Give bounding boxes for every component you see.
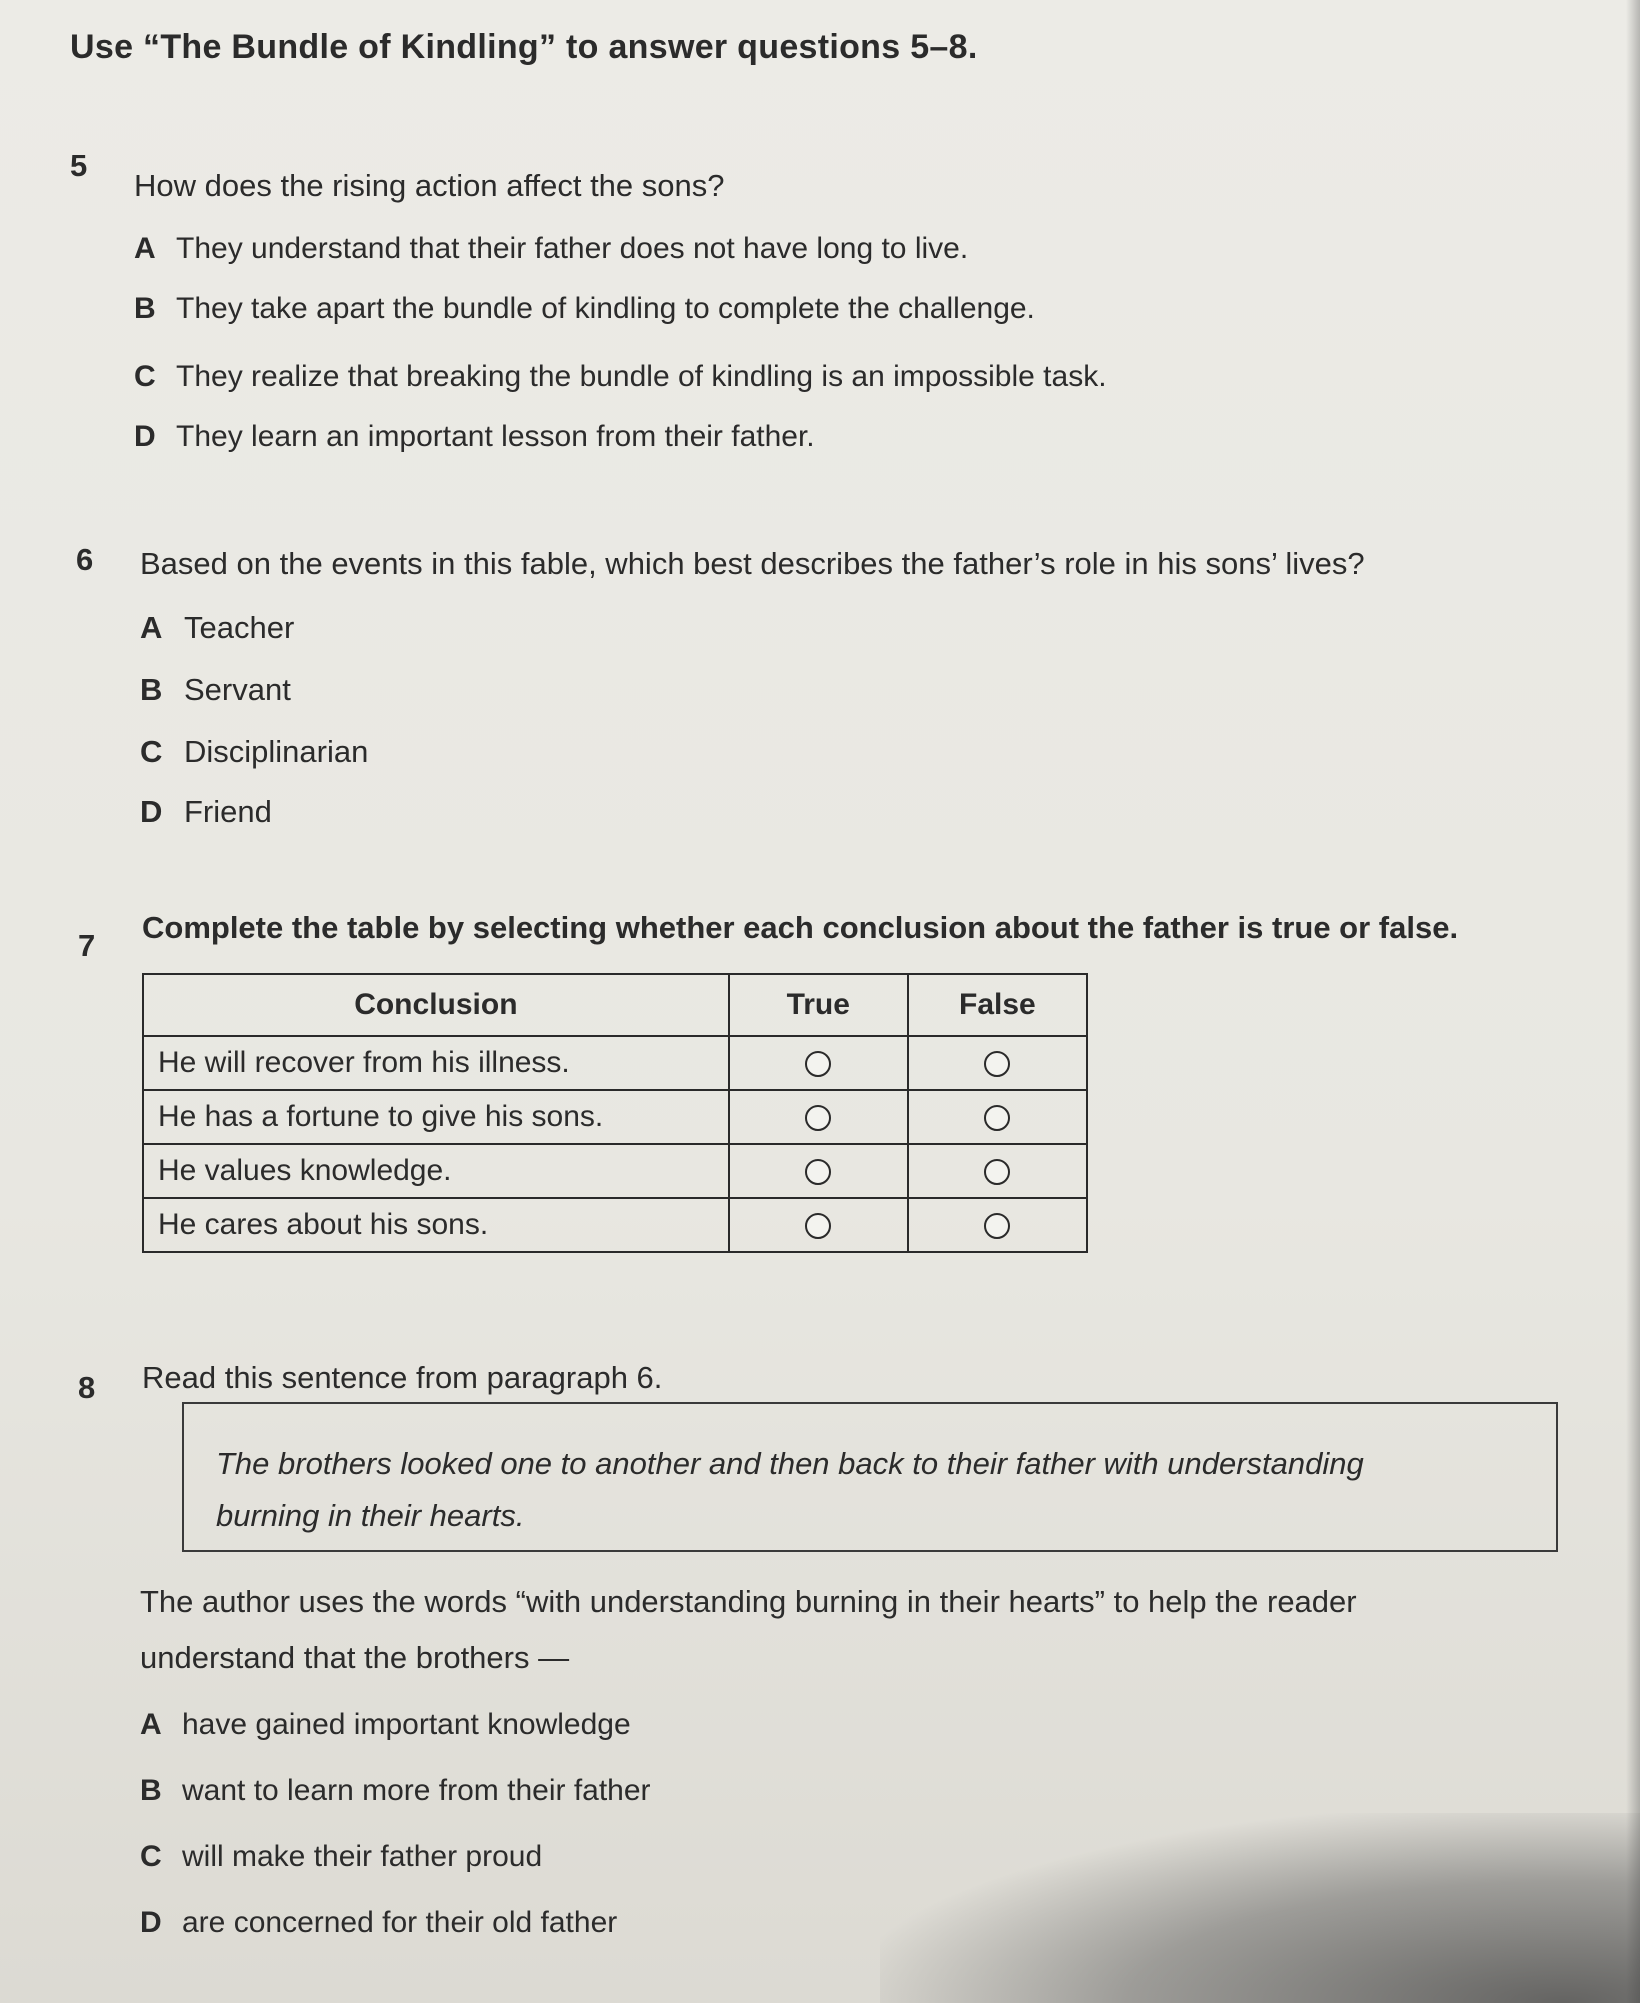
page-edge-shadow: [1626, 0, 1640, 2003]
q8-text: Read this sentence from paragraph 6.: [142, 1360, 663, 1395]
option-text: Friend: [184, 794, 272, 829]
option-letter: A: [140, 610, 163, 645]
false-cell: [908, 1090, 1087, 1144]
option-letter: B: [134, 292, 156, 325]
q6-text: Based on the events in this fable, which best describes the father’s role in his sons’ lives?: [140, 546, 1365, 581]
table-row: [143, 1144, 1087, 1198]
conclusion-cell: He cares about his sons.: [143, 1198, 729, 1252]
option-letter: C: [134, 360, 156, 393]
q7-text: Complete the table by selecting whether each conclusion about the father is true or false.: [142, 910, 1459, 945]
q8-number: 8: [78, 1370, 96, 1405]
q5-text: How does the rising action affect the sons?: [134, 168, 725, 203]
option-letter: D: [140, 1906, 162, 1939]
table-header-row: [143, 974, 1087, 1036]
header-conclusion: Conclusion: [143, 974, 729, 1036]
option-text: want to learn more from their father: [182, 1774, 651, 1807]
q8-option-c[interactable]: [140, 1840, 542, 1874]
option-letter: A: [134, 232, 156, 265]
option-text: Servant: [184, 672, 291, 707]
conclusion-cell: He values knowledge.: [143, 1144, 729, 1198]
q7-number: 7: [78, 928, 96, 963]
option-text: They realize that breaking the bundle of kindling is an impossible task.: [176, 360, 1107, 393]
quote-line-2: burning in their hearts.: [216, 1498, 525, 1533]
true-radio-button[interactable]: [805, 1213, 831, 1239]
true-false-table: [142, 973, 1088, 1253]
true-radio-button[interactable]: [805, 1105, 831, 1131]
section-intro: Use “The Bundle of Kindling” to answer questions 5–8.: [70, 28, 978, 66]
option-letter: A: [140, 1708, 162, 1741]
option-text: will make their father proud: [182, 1840, 543, 1873]
option-letter: C: [140, 734, 163, 769]
table-row: [143, 1036, 1087, 1090]
option-letter: B: [140, 1774, 162, 1807]
option-text: They learn an important lesson from their father.: [176, 420, 815, 453]
q5-option-d[interactable]: [134, 420, 815, 454]
option-text: Disciplinarian: [184, 734, 369, 769]
q6-option-c[interactable]: [140, 734, 368, 770]
false-cell: [908, 1198, 1087, 1252]
option-letter: D: [134, 420, 156, 453]
q6-option-d[interactable]: [140, 794, 272, 830]
q8-option-b[interactable]: [140, 1774, 651, 1808]
true-radio-button[interactable]: [805, 1051, 831, 1077]
option-letter: C: [140, 1840, 162, 1873]
true-cell: [729, 1198, 908, 1252]
true-radio-button[interactable]: [805, 1159, 831, 1185]
conclusion-cell: He will recover from his illness.: [143, 1036, 729, 1090]
quoted-sentence-box: [182, 1402, 1558, 1552]
option-letter: B: [140, 672, 163, 707]
q5-number: 5: [70, 148, 88, 183]
q6-option-b[interactable]: [140, 672, 291, 708]
option-letter: D: [140, 794, 163, 829]
q5-option-b[interactable]: [134, 292, 1035, 326]
option-text: They understand that their father does not have long to live.: [176, 232, 969, 265]
false-radio-button[interactable]: [984, 1213, 1010, 1239]
q8-option-a[interactable]: [140, 1708, 631, 1742]
table-row: [143, 1090, 1087, 1144]
true-cell: [729, 1090, 908, 1144]
q8-option-d[interactable]: [140, 1906, 617, 1940]
photo-shadow: [880, 1813, 1640, 2003]
false-radio-button[interactable]: [984, 1159, 1010, 1185]
false-cell: [908, 1144, 1087, 1198]
table-row: [143, 1198, 1087, 1252]
q6-number: 6: [76, 542, 94, 577]
option-text: Teacher: [184, 610, 295, 645]
option-text: are concerned for their old father: [182, 1906, 618, 1939]
q5-option-a[interactable]: [134, 232, 968, 266]
option-text: have gained important knowledge: [182, 1708, 631, 1741]
false-cell: [908, 1036, 1087, 1090]
conclusion-cell: He has a fortune to give his sons.: [143, 1090, 729, 1144]
q8-prompt-line-1: The author uses the words “with understanding burning in their hearts” to help the reader: [140, 1584, 1357, 1619]
quote-line-1: The brothers looked one to another and then back to their father with understanding: [216, 1446, 1364, 1481]
q5-option-c[interactable]: [134, 360, 1107, 394]
true-cell: [729, 1144, 908, 1198]
q8-prompt-line-2: understand that the brothers —: [140, 1640, 570, 1675]
header-true: True: [729, 974, 908, 1036]
false-radio-button[interactable]: [984, 1105, 1010, 1131]
false-radio-button[interactable]: [984, 1051, 1010, 1077]
option-text: They take apart the bundle of kindling to complete the challenge.: [176, 292, 1035, 325]
q6-option-a[interactable]: [140, 610, 294, 646]
true-cell: [729, 1036, 908, 1090]
header-false: False: [908, 974, 1087, 1036]
